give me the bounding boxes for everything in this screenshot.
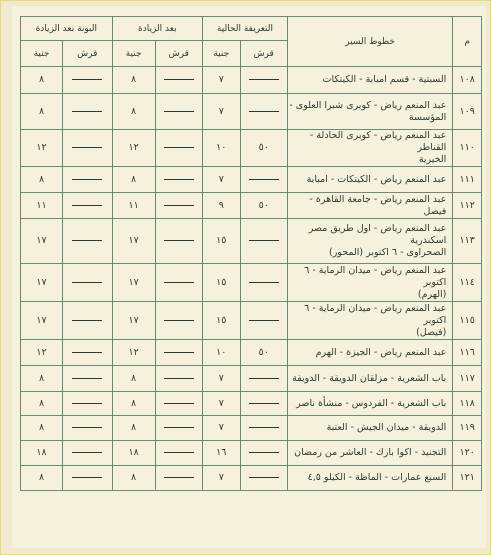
pass-piaster bbox=[62, 193, 112, 219]
pass-pound: ٨ bbox=[21, 167, 63, 193]
row-number: ١١٩ bbox=[453, 416, 482, 441]
pass-pound: ١٧ bbox=[21, 219, 63, 264]
blank-dash bbox=[72, 240, 102, 241]
blank-dash bbox=[72, 79, 102, 80]
current-piaster bbox=[240, 466, 287, 491]
pass-pound: ١١ bbox=[21, 193, 63, 219]
increase-pound: ١٢ bbox=[112, 340, 155, 366]
blank-dash bbox=[72, 111, 102, 112]
row-number: ١٠٩ bbox=[453, 94, 482, 130]
row-number: ١١٢ bbox=[453, 193, 482, 219]
increase-pound: ١٢ bbox=[112, 130, 155, 167]
route-line: باب الشعرية - الفردوس - منشأة ناصر bbox=[296, 397, 447, 409]
increase-pound: ٨ bbox=[112, 466, 155, 491]
increase-piaster bbox=[155, 302, 202, 340]
route-cell bbox=[287, 167, 452, 193]
current-pound: ١٠ bbox=[203, 130, 240, 167]
row-number: ١١٤ bbox=[453, 264, 482, 302]
blank-dash bbox=[164, 111, 194, 112]
blank-dash bbox=[164, 427, 194, 428]
blank-dash bbox=[249, 320, 279, 321]
pass-piaster bbox=[62, 94, 112, 130]
current-piaster bbox=[240, 416, 287, 441]
current-pound: ١٠ bbox=[203, 340, 240, 366]
increase-piaster bbox=[155, 441, 202, 466]
table-row bbox=[21, 340, 482, 366]
route-cell bbox=[287, 392, 452, 416]
pass-pound: ٨ bbox=[21, 416, 63, 441]
table-row bbox=[21, 366, 482, 392]
increase-pound: ٨ bbox=[112, 167, 155, 193]
table-row bbox=[21, 130, 482, 167]
increase-piaster bbox=[155, 193, 202, 219]
subheader-pound: جنية bbox=[112, 41, 155, 67]
increase-piaster bbox=[155, 130, 202, 167]
current-pound: ٧ bbox=[203, 94, 240, 130]
pass-piaster bbox=[62, 441, 112, 466]
increase-pound: ١٧ bbox=[112, 302, 155, 340]
table-row bbox=[21, 441, 482, 466]
current-piaster bbox=[240, 264, 287, 302]
table-row bbox=[21, 264, 482, 302]
pass-piaster bbox=[62, 416, 112, 441]
pass-piaster bbox=[62, 130, 112, 167]
current-piaster bbox=[240, 302, 287, 340]
row-number: ١١٠ bbox=[453, 130, 482, 167]
row-number: ١١٥ bbox=[453, 302, 482, 340]
route-cell bbox=[287, 466, 452, 491]
current-pound: ٧ bbox=[203, 67, 240, 94]
blank-dash bbox=[164, 352, 194, 353]
pass-piaster bbox=[62, 167, 112, 193]
current-piaster bbox=[240, 219, 287, 264]
blank-dash bbox=[249, 378, 279, 379]
row-number: ١٢١ bbox=[453, 466, 482, 491]
header-pass-after-increase: البونة بعد الزيادة bbox=[21, 17, 113, 41]
pass-pound: ٨ bbox=[21, 67, 63, 94]
blank-dash bbox=[72, 352, 102, 353]
pass-piaster bbox=[62, 366, 112, 392]
current-pound: ٧ bbox=[203, 392, 240, 416]
increase-pound: ٨ bbox=[112, 67, 155, 94]
table-row bbox=[21, 302, 482, 340]
table-row bbox=[21, 193, 482, 219]
increase-pound: ٨ bbox=[112, 416, 155, 441]
subheader-pound: جنية bbox=[21, 41, 63, 67]
pass-piaster bbox=[62, 219, 112, 264]
blank-dash bbox=[164, 179, 194, 180]
blank-dash bbox=[72, 427, 102, 428]
current-pound: ٧ bbox=[203, 416, 240, 441]
route-line: عبد المنعم رياض - اول طريق مصر اسكندرية bbox=[308, 223, 447, 246]
increase-piaster bbox=[155, 366, 202, 392]
current-pound: ١٥ bbox=[203, 302, 240, 340]
route-line: عبد المنعم رياض - الجيزة - الهرم bbox=[315, 346, 447, 358]
subheader-piaster: قرش bbox=[240, 41, 287, 67]
increase-piaster bbox=[155, 264, 202, 302]
blank-dash bbox=[249, 427, 279, 428]
route-cell bbox=[287, 130, 452, 167]
row-number: ١١١ bbox=[453, 167, 482, 193]
document-page bbox=[12, 6, 486, 548]
route-cell bbox=[287, 366, 452, 392]
route-line: باب الشعرية - مزلقان الدويقة - الدويقة bbox=[292, 372, 447, 384]
pass-pound: ١٨ bbox=[21, 441, 63, 466]
blank-dash bbox=[249, 111, 279, 112]
route-line: عبد المنعم رياض - ميدان الرماية - ٦ اكتوبر bbox=[304, 264, 447, 288]
pass-pound: ١٧ bbox=[21, 302, 63, 340]
blank-dash bbox=[72, 179, 102, 180]
header-routes: خطوط السير bbox=[287, 17, 452, 67]
route-cell bbox=[287, 264, 452, 302]
blank-dash bbox=[164, 79, 194, 80]
current-piaster: ٥٠ bbox=[240, 193, 287, 219]
current-pound: ٧ bbox=[203, 366, 240, 392]
current-pound: ٧ bbox=[203, 466, 240, 491]
current-piaster bbox=[240, 441, 287, 466]
fares-table bbox=[20, 16, 482, 491]
row-number: ١٢٠ bbox=[453, 441, 482, 466]
route-line: السبتية - قسم امبابة - الكيتكات bbox=[322, 74, 447, 85]
pass-pound: ١٢ bbox=[21, 130, 63, 167]
route-line: (فيصل) bbox=[416, 326, 447, 338]
current-piaster bbox=[240, 67, 287, 94]
increase-piaster bbox=[155, 219, 202, 264]
route-line: الدويقة - ميدان الجيش - العتبة bbox=[326, 422, 447, 433]
row-number: ١١٣ bbox=[453, 219, 482, 264]
current-pound: ٩ bbox=[203, 193, 240, 219]
subheader-piaster: قرش bbox=[62, 41, 112, 67]
blank-dash bbox=[72, 378, 102, 379]
increase-pound: ٨ bbox=[112, 392, 155, 416]
route-line: عبد المنعم رياض - جامعة القاهرة - فيصل bbox=[309, 193, 447, 217]
route-line: التجنيد - اكوا بارك - العاشر من رمضان bbox=[294, 447, 447, 458]
blank-dash bbox=[72, 147, 102, 148]
increase-pound: ٨ bbox=[112, 366, 155, 392]
current-piaster: ٥٠ bbox=[240, 130, 287, 167]
route-line: الخيرية bbox=[418, 154, 447, 165]
increase-piaster bbox=[155, 94, 202, 130]
subheader-piaster: قرش bbox=[155, 41, 202, 67]
row-number: ١١٦ bbox=[453, 340, 482, 366]
increase-piaster bbox=[155, 340, 202, 366]
increase-piaster bbox=[155, 67, 202, 94]
route-line: عبد المنعم رياض - كوبرى شبرا العلوى - bbox=[289, 99, 447, 111]
blank-dash bbox=[164, 147, 194, 148]
blank-dash bbox=[164, 378, 194, 379]
route-line: عبد المنعم رياض - كوبرى الحادلة - القناطر bbox=[309, 130, 447, 153]
current-piaster bbox=[240, 167, 287, 193]
blank-dash bbox=[164, 240, 194, 241]
blank-dash bbox=[164, 477, 194, 478]
pass-piaster bbox=[62, 264, 112, 302]
blank-dash bbox=[249, 179, 279, 180]
increase-pound: ١٧ bbox=[112, 264, 155, 302]
blank-dash bbox=[164, 320, 194, 321]
blank-dash bbox=[164, 282, 194, 283]
blank-dash bbox=[249, 403, 279, 404]
current-piaster bbox=[240, 392, 287, 416]
route-cell bbox=[287, 416, 452, 441]
blank-dash bbox=[249, 240, 279, 241]
table-row bbox=[21, 392, 482, 416]
current-pound: ٧ bbox=[203, 167, 240, 193]
route-line: المؤسسة bbox=[408, 111, 447, 123]
current-pound: ١٥ bbox=[203, 219, 240, 264]
current-piaster bbox=[240, 366, 287, 392]
table-row bbox=[21, 167, 482, 193]
increase-piaster bbox=[155, 167, 202, 193]
route-cell bbox=[287, 219, 452, 264]
table-row bbox=[21, 94, 482, 130]
pass-pound: ١٧ bbox=[21, 264, 63, 302]
blank-dash bbox=[164, 452, 194, 453]
pass-piaster bbox=[62, 302, 112, 340]
blank-dash bbox=[249, 452, 279, 453]
row-number: ١١٨ bbox=[453, 392, 482, 416]
route-cell bbox=[287, 67, 452, 94]
header-after-increase: بعد الزيادة bbox=[112, 17, 202, 41]
table-row bbox=[21, 466, 482, 491]
increase-piaster bbox=[155, 392, 202, 416]
pass-piaster bbox=[62, 67, 112, 94]
route-line: عبد المنعم رياض - ميدان الرماية - ٦ اكتوبر bbox=[304, 302, 447, 326]
route-cell bbox=[287, 94, 452, 130]
current-pound: ١٥ bbox=[203, 264, 240, 302]
row-number: ١١٧ bbox=[453, 366, 482, 392]
blank-dash bbox=[249, 477, 279, 478]
pass-pound: ٨ bbox=[21, 94, 63, 130]
route-line: عبد المنعم رياض - الكيتكات - امبابة bbox=[306, 173, 447, 185]
header-current-fare: التعريفة الحالية bbox=[203, 17, 288, 41]
pass-piaster bbox=[62, 392, 112, 416]
pass-pound: ١٢ bbox=[21, 340, 63, 366]
increase-piaster bbox=[155, 416, 202, 441]
table-row bbox=[21, 416, 482, 441]
header-serial: م bbox=[453, 17, 482, 67]
route-cell bbox=[287, 302, 452, 340]
blank-dash bbox=[72, 320, 102, 321]
blank-dash bbox=[249, 79, 279, 80]
increase-pound: ١٨ bbox=[112, 441, 155, 466]
current-pound: ١٦ bbox=[203, 441, 240, 466]
increase-pound: ١١ bbox=[112, 193, 155, 219]
increase-pound: ١٧ bbox=[112, 219, 155, 264]
pass-piaster bbox=[62, 340, 112, 366]
increase-piaster bbox=[155, 466, 202, 491]
increase-pound: ٨ bbox=[112, 94, 155, 130]
route-line: السبع عمارات - الماظة - الكيلو ٤,٥ bbox=[307, 472, 447, 483]
pass-pound: ٨ bbox=[21, 466, 63, 491]
route-cell bbox=[287, 441, 452, 466]
blank-dash bbox=[72, 282, 102, 283]
current-piaster bbox=[240, 94, 287, 130]
blank-dash bbox=[249, 282, 279, 283]
route-line: (الهرم) bbox=[417, 288, 447, 300]
blank-dash bbox=[164, 403, 194, 404]
current-piaster: ٥٠ bbox=[240, 340, 287, 366]
subheader-pound: جنية bbox=[203, 41, 240, 67]
table-row bbox=[21, 67, 482, 94]
route-line: الصحراوى - ٦ اكتوبر (المحور) bbox=[329, 247, 447, 258]
row-number: ١٠٨ bbox=[453, 67, 482, 94]
blank-dash bbox=[72, 205, 102, 206]
blank-dash bbox=[164, 205, 194, 206]
blank-dash bbox=[72, 403, 102, 404]
pass-pound: ٨ bbox=[21, 366, 63, 392]
pass-pound: ٨ bbox=[21, 392, 63, 416]
route-cell bbox=[287, 340, 452, 366]
table-row bbox=[21, 219, 482, 264]
blank-dash bbox=[72, 452, 102, 453]
blank-dash bbox=[72, 477, 102, 478]
route-cell bbox=[287, 193, 452, 219]
pass-piaster bbox=[62, 466, 112, 491]
